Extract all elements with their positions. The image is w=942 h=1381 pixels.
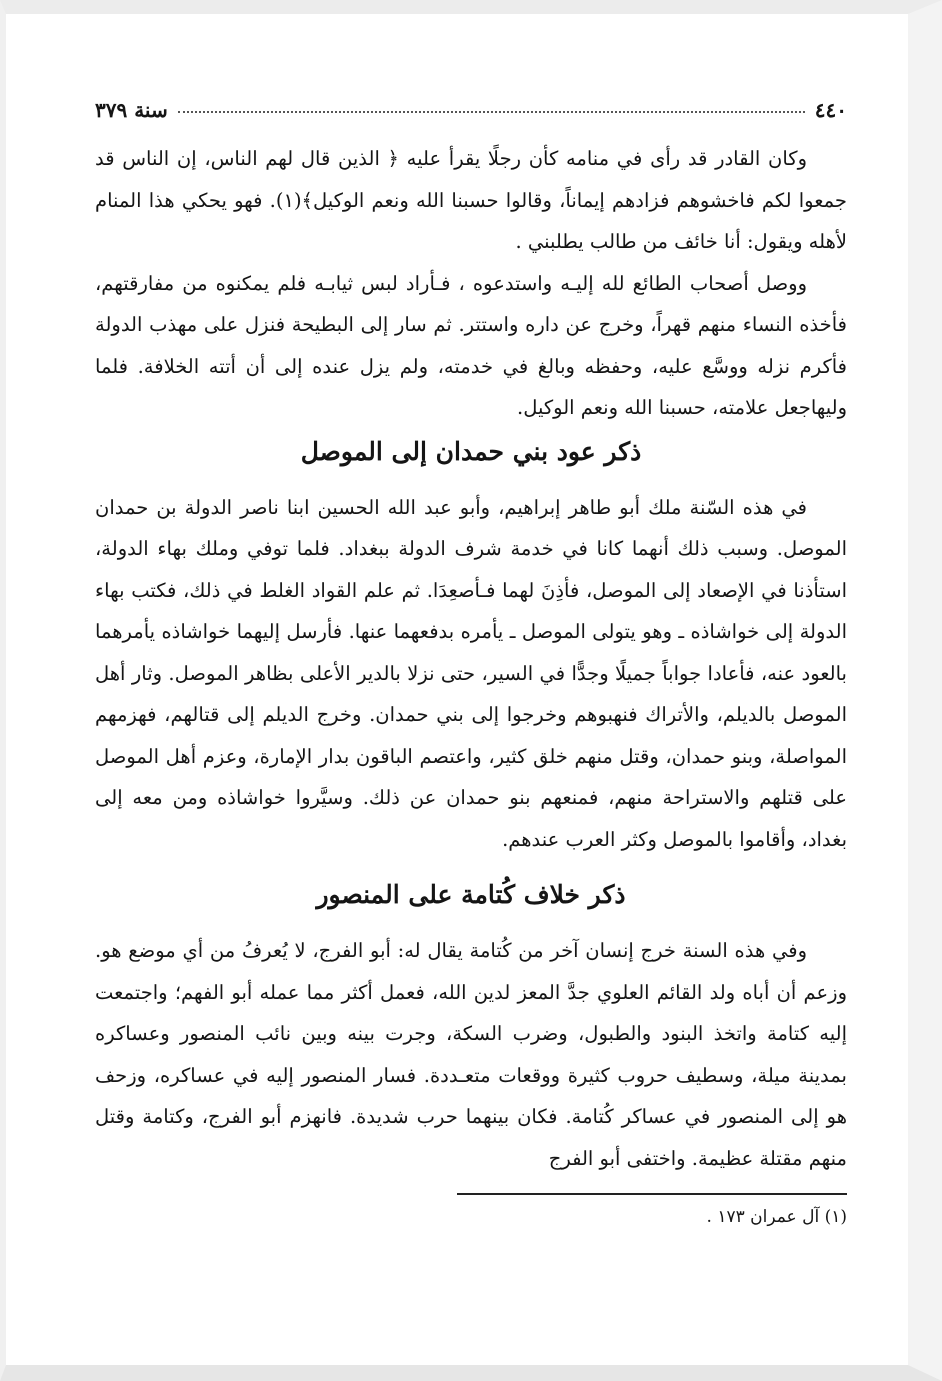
- running-header: [95, 88, 847, 132]
- paragraph-4: وفي هذه السنة خرج إنسان آخر من كُتامة يقال له: أبو الفرج، لا يُعرفُ من أي موضع هو. وزعم أن أباه ولد القائم العلوي جدَّ المعز لدين الله، فعمل أكثر مما عمله أبو الفهم؛ واجتمعت إليه كتامة واتخذ البنود والطبول، وضرب السكة، وجرت بينه وبين نائب المنصور وعساكره بمدينة ميلة، وسطيف حروب كثيرة ووقعات متعـددة. فسار المنصور إليه في عساكره، وزحف هو إلى المنصور في عساكر كُتامة. فكان بينهما حرب شديدة. فانهزم أبو الفرج، وكتامة وقتل منهم مقتلة عظيمة. واختفى أبو الفرج: [95, 939, 847, 1170]
- paragraph-2: ووصل أصحاب الطائع لله إليـه واستدعوه ، فـأراد لبس ثيابـه فلم يمكنوه من مفارقتهم، فأخذه النساء منهم قهراً، وخرج عن داره واستتر. ثم سار إلى البطيحة فنزل على مهذب الدولة فأكرم نزله ووسَّع عليه، وحفظه وبالغ في خدمته، ولم يزل عنده إلى أن أتته الخلافة. فلما وليهاجعل علامته، حسبنا الله ونعم الوكيل.: [95, 271, 847, 419]
- footnote: (١) آل عمران ١٧٣ .: [706, 1207, 847, 1227]
- section-heading-1: ذكر عود بني حمدان إلى الموصل: [300, 436, 642, 466]
- paragraph-3: في هذه السّنة ملك أبو طاهر إبراهيم، وأبو عبد الله الحسين ابنا ناصر الدولة بن حمدان الموصل. وسبب ذلك أنهما كانا في خدمة شرف الدولة ببغداد. فلما توفي وملك بهاء الدولة، استأذنا في الإصعاد إلى الموصل، فأذِنَ لهما فـأصعِدَا. ثم علم القواد الغلط في ذلك، فكتب بهاء الدولة إلى خواشاذه ـ وهو يتولى الموصل ـ يأمره بدفعهما عنها. فأرسل إليهما خواشاذه يأمرهما بالعود عنه، فأعادا جواباً جميلًا وجدًّا في السير، حتى نزلا بالدير الأعلى بظاهر الموصل. وثار أهل الموصل بالديلم، والأتراك فنهبوهم وخرجوا إلى بني حمدان. وخرج الديلم إلى قتالهم، فهزمهم المواصلة، وبنو حمدان، وقتل منهم خلق كثير، واعتصم الباقون بدار الإمارة، وعزم أهل الموصل على قتلهم والاستراحة منهم، فمنعهم بنو حمدان عن ذلك. وسيَّروا خواشاذه ومن معه إلى بغداد، وأقاموا بالموصل وكثر العرب عندهم.: [95, 495, 847, 851]
- paragraph-1: وكان القادر قد رأى في منامه كأن رجلًا يقرأ عليه ﴿ الذين قال لهم الناس، إن الناس قد جمعوا لكم فاخشوهم فزادهم إيماناً، وقالوا حسبنا الله ونعم الوكيل﴾(١). فهو يحكي هذا المنام لأهله ويقول: أنا خائف من طالب يطلبني .: [95, 147, 847, 253]
- section-heading-2: ذكر خلاف كُتامة على المنصور: [316, 880, 626, 909]
- footnote-rule: [457, 1193, 847, 1195]
- book-page: [95, 88, 847, 1231]
- page-number: ٤٤٠: [814, 98, 847, 122]
- dotted-leader: [178, 111, 805, 113]
- running-title: سنة ٣٧٩: [95, 98, 168, 122]
